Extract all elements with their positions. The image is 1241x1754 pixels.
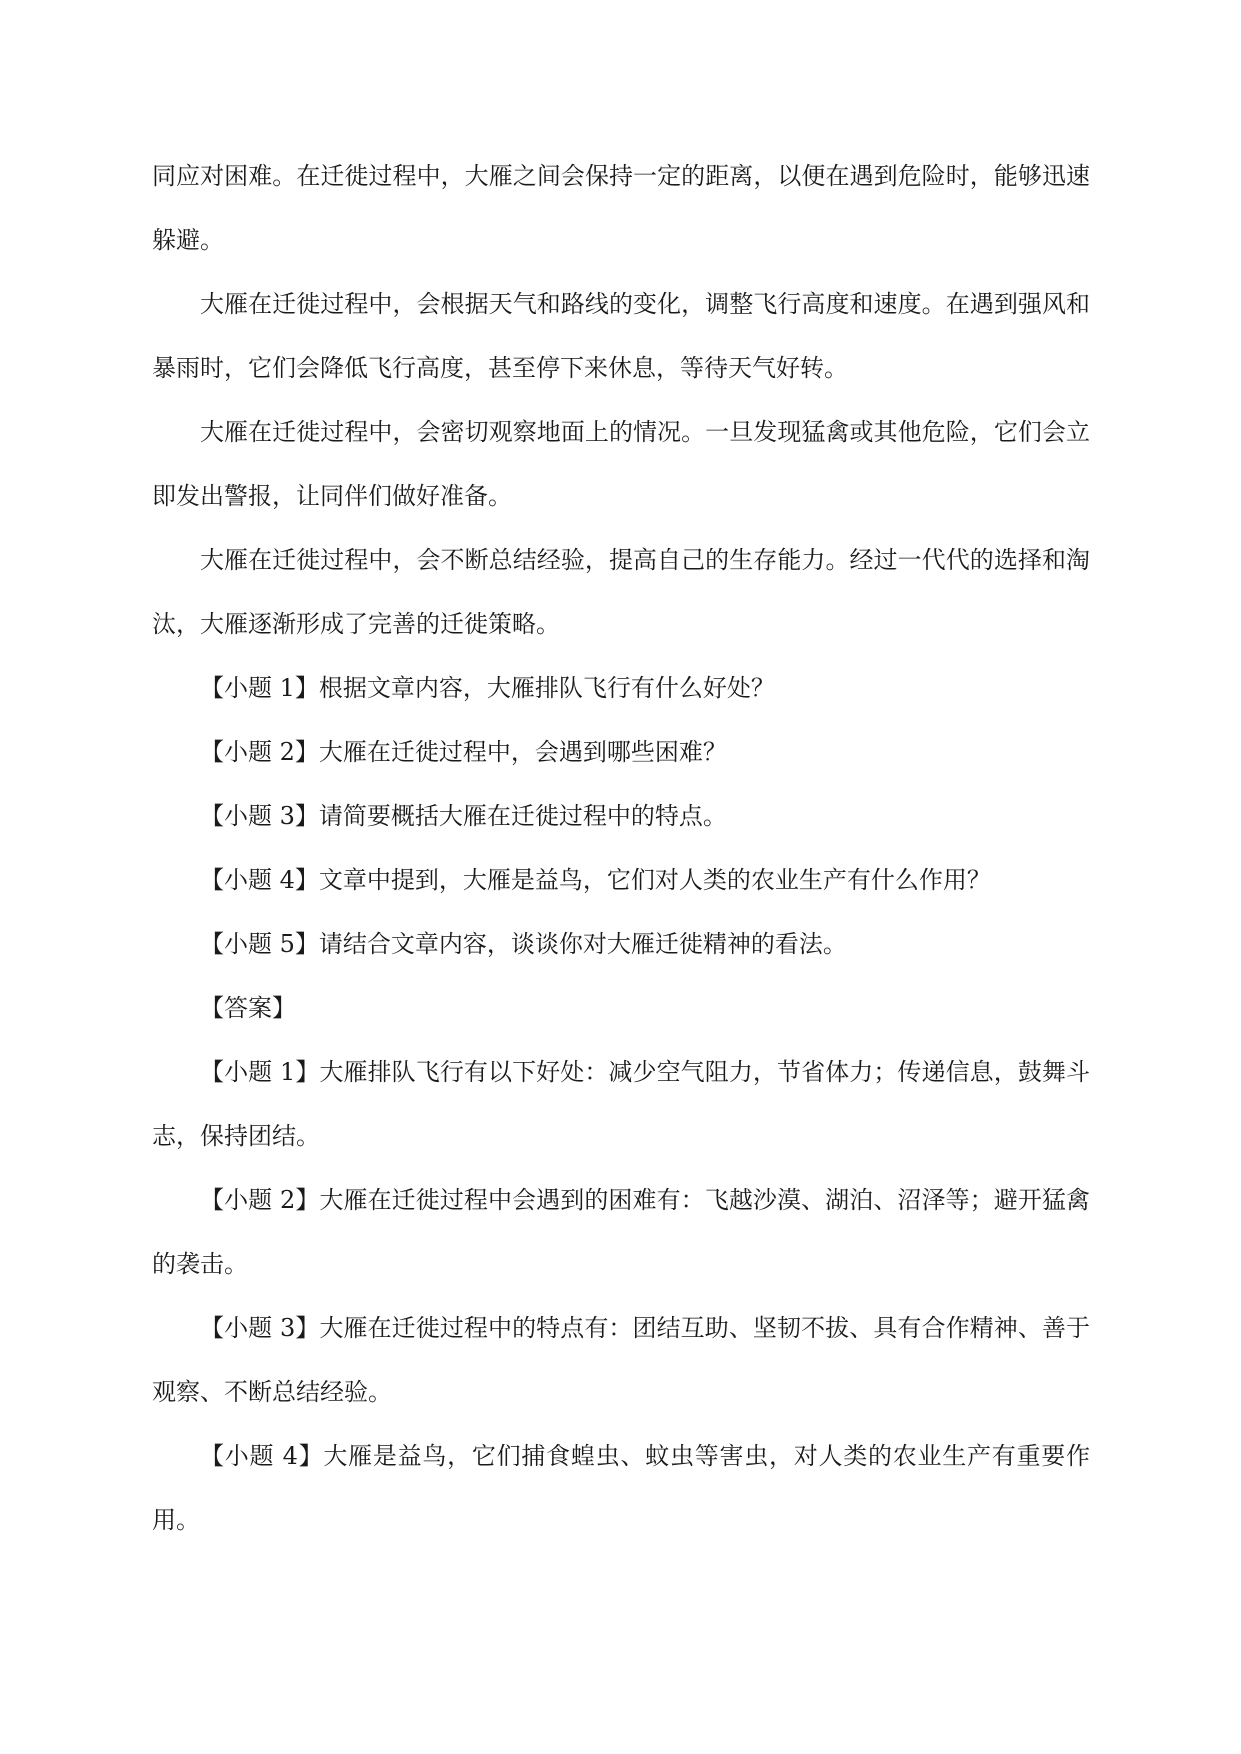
- question-item-1: 【小题 1】根据文章内容，大雁排队飞行有什么好处？: [200, 674, 775, 702]
- question-item-3: 【小题 3】请简要概括大雁在迁徙过程中的特点。: [200, 802, 727, 830]
- document-body: [152, 144, 1090, 1552]
- question-item-2: 【小题 2】大雁在迁徙过程中，会遇到哪些困难？: [200, 738, 727, 766]
- passage-paragraph: 大雁在迁徙过程中，会不断总结经验，提高自己的生存能力。经过一代代的选择和淘汰，大雁逐渐形成了完善的迁徙策略。: [152, 546, 1090, 638]
- answer-item-4: 【小题 4】大雁是益鸟，它们捕食蝗虫、蚊虫等害虫，对人类的农业生产有重要作用。: [152, 1442, 1090, 1534]
- answer-item-2: 【小题 2】大雁在迁徙过程中会遇到的困难有：飞越沙漠、湖泊、沼泽等；避开猛禽的袭击。: [152, 1186, 1090, 1278]
- answer-item-3: 【小题 3】大雁在迁徙过程中的特点有：团结互助、坚韧不拔、具有合作精神、善于观察、不断总结经验。: [152, 1314, 1090, 1406]
- answer-item-1: 【小题 1】大雁排队飞行有以下好处：减少空气阻力，节省体力；传递信息，鼓舞斗志，保持团结。: [152, 1058, 1090, 1150]
- passage-paragraph-continuation: 同应对困难。在迁徙过程中，大雁之间会保持一定的距离，以便在遇到危险时，能够迅速躲避。: [152, 162, 1090, 254]
- passage-paragraph: 大雁在迁徙过程中，会根据天气和路线的变化，调整飞行高度和速度。在遇到强风和暴雨时，它们会降低飞行高度，甚至停下来休息，等待天气好转。: [152, 290, 1090, 382]
- question-item-5: 【小题 5】请结合文章内容，谈谈你对大雁迁徙精神的看法。: [200, 930, 847, 958]
- passage-paragraph: 大雁在迁徙过程中，会密切观察地面上的情况。一旦发现猛禽或其他危险，它们会立即发出警报，让同伴们做好准备。: [152, 418, 1090, 510]
- answer-heading: 【答案】: [200, 994, 296, 1022]
- question-item-4: 【小题 4】文章中提到，大雁是益鸟，它们对人类的农业生产有什么作用？: [200, 866, 991, 894]
